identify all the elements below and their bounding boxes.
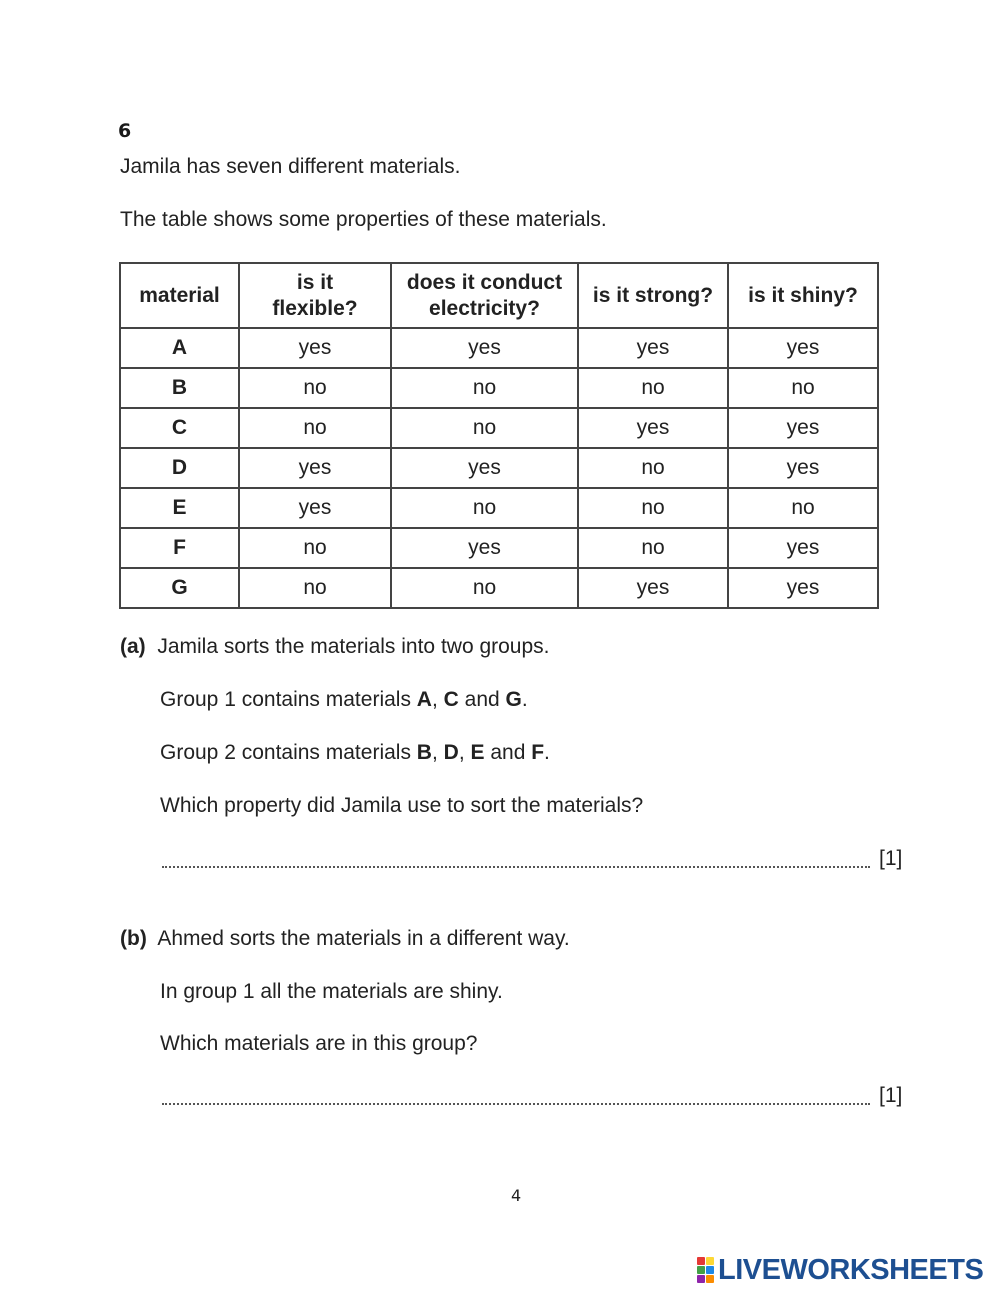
table-row: [120, 568, 878, 608]
logo-square-icon: [697, 1275, 705, 1283]
table-cell: no: [578, 488, 728, 528]
header-flexible: is it flexible?: [239, 263, 391, 328]
liveworksheets-logo: [697, 1255, 983, 1285]
header-conduct-electricity: does it conduct electricity?: [391, 263, 578, 328]
table-cell: no: [578, 448, 728, 488]
table-cell: yes: [728, 328, 878, 368]
table-cell: yes: [391, 328, 578, 368]
part-a-label: (a): [120, 635, 146, 658]
table-row: [120, 488, 878, 528]
table-cell: yes: [578, 408, 728, 448]
logo-square-icon: [706, 1257, 714, 1265]
table-row: [120, 328, 878, 368]
part-a-group-2: Group 2 contains materials B, D, E and F.: [160, 741, 550, 764]
table-row: [120, 448, 878, 488]
table-cell: yes: [728, 528, 878, 568]
part-a-text: Jamila sorts the materials into two groups.: [157, 635, 550, 658]
table-cell: no: [578, 368, 728, 408]
header-material: material: [120, 263, 239, 328]
table-cell: no: [728, 488, 878, 528]
part-a-group-1: Group 1 contains materials A, C and G.: [160, 688, 528, 711]
part-b-intro: [120, 927, 570, 951]
part-a-intro: [120, 635, 550, 659]
table-cell: no: [391, 368, 578, 408]
part-a-marks: [1]: [879, 847, 903, 870]
table-cell: yes: [391, 528, 578, 568]
material-cell: A: [120, 328, 239, 368]
table-cell: yes: [239, 448, 391, 488]
table-cell: no: [578, 528, 728, 568]
table-cell: yes: [578, 328, 728, 368]
table-cell: no: [391, 408, 578, 448]
table-row: [120, 368, 878, 408]
part-b-label: (b): [120, 927, 147, 950]
table-cell: no: [728, 368, 878, 408]
header-shiny: is it shiny?: [728, 263, 878, 328]
part-b-question: Which materials are in this group?: [160, 1032, 478, 1055]
table-cell: no: [239, 368, 391, 408]
material-cell: E: [120, 488, 239, 528]
material-cell: C: [120, 408, 239, 448]
liveworksheets-logo-text: LIVEWORKSHEETS: [718, 1253, 984, 1286]
logo-square-icon: [697, 1257, 705, 1265]
table-cell: yes: [391, 448, 578, 488]
table-cell: no: [239, 408, 391, 448]
part-b-marks: [1]: [879, 1084, 903, 1107]
material-cell: G: [120, 568, 239, 608]
logo-square-icon: [706, 1266, 714, 1274]
page-number: 4: [511, 1186, 522, 1205]
properties-table: [119, 262, 879, 609]
table-cell: yes: [728, 568, 878, 608]
table-cell: yes: [728, 448, 878, 488]
part-b-line-2: In group 1 all the materials are shiny.: [160, 980, 503, 1003]
part-a-answer-line[interactable]: [162, 866, 870, 868]
table-cell: no: [391, 488, 578, 528]
table-cell: no: [239, 568, 391, 608]
part-b-text: Ahmed sorts the materials in a different way.: [157, 927, 570, 950]
logo-square-icon: [706, 1275, 714, 1283]
table-header-row: [120, 263, 878, 328]
header-strong: is it strong?: [578, 263, 728, 328]
question-number: 6: [118, 120, 132, 142]
intro-line-2: The table shows some properties of these materials.: [120, 208, 607, 231]
part-b-answer-line[interactable]: [162, 1103, 870, 1105]
table-cell: yes: [728, 408, 878, 448]
table-cell: no: [239, 528, 391, 568]
logo-square-icon: [697, 1266, 705, 1274]
table-row: [120, 408, 878, 448]
table-cell: yes: [239, 328, 391, 368]
table-row: [120, 528, 878, 568]
table-cell: yes: [239, 488, 391, 528]
table-cell: no: [391, 568, 578, 608]
material-cell: D: [120, 448, 239, 488]
table-cell: yes: [578, 568, 728, 608]
liveworksheets-logo-icon: [697, 1257, 714, 1283]
part-a-question: Which property did Jamila use to sort the materials?: [160, 794, 644, 817]
material-cell: B: [120, 368, 239, 408]
material-cell: F: [120, 528, 239, 568]
intro-line-1: Jamila has seven different materials.: [120, 155, 461, 178]
